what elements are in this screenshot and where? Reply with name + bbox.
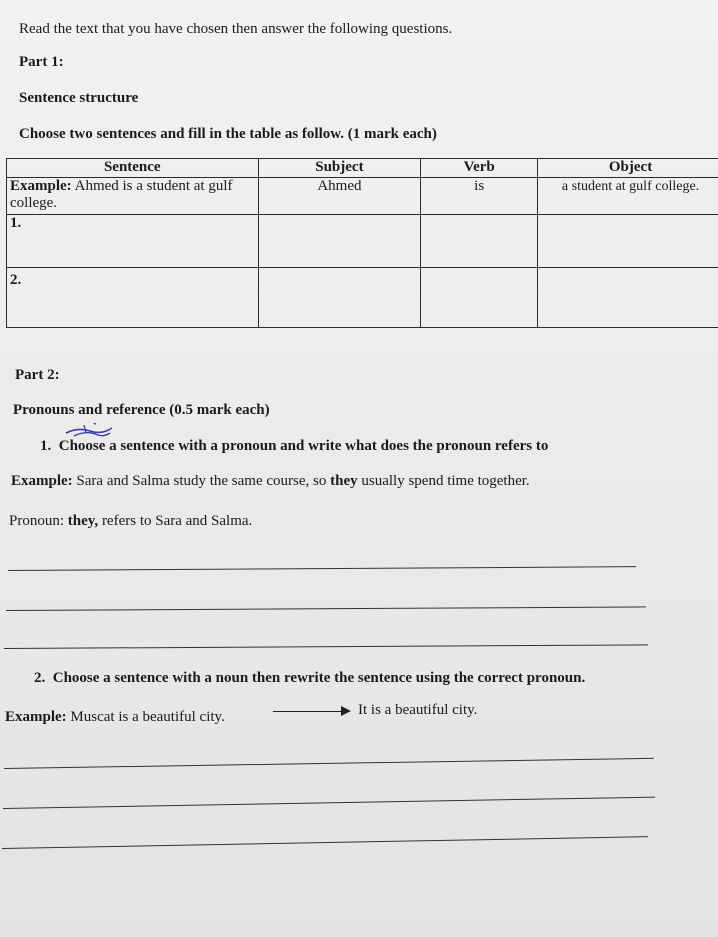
example-sentence: Muscat is a beautiful city. xyxy=(70,709,225,725)
pronoun-refers: refers to Sara and Salma. xyxy=(101,513,253,529)
table-example-row xyxy=(7,178,718,215)
row-2-subject-cell[interactable] xyxy=(258,268,421,328)
question-1-text: Choose a sentence with a pronoun and write what does the pronoun refers to xyxy=(58,438,549,454)
answer-line-q2-1[interactable] xyxy=(4,758,654,769)
row-number: 1. xyxy=(10,215,22,231)
pronoun-reference-example xyxy=(9,513,252,530)
sentence-structure-table xyxy=(6,158,718,328)
answer-line-q1-1[interactable] xyxy=(8,566,636,571)
answer-line-q2-2[interactable] xyxy=(3,797,655,809)
row-1-object-cell[interactable] xyxy=(538,215,718,268)
example-sentence: Ahmed is a student at gulf college. xyxy=(10,178,233,211)
pronoun-label: Pronoun: xyxy=(9,513,65,529)
question-1 xyxy=(40,438,548,455)
example-pronoun: they xyxy=(330,473,358,489)
example-text-start: Sara and Salma study the same course, so xyxy=(76,473,327,489)
answer-line-q2-3[interactable] xyxy=(2,836,648,849)
handwritten-scribble-icon xyxy=(64,421,116,439)
example-label: Example: xyxy=(10,178,72,194)
example-object: a student at gulf college. xyxy=(538,178,718,215)
question-1-example xyxy=(11,473,530,490)
pronoun-value: they, xyxy=(67,513,99,529)
example-sentence-cell xyxy=(7,178,259,215)
row-number: 2. xyxy=(10,272,22,288)
arrow-head-icon xyxy=(341,706,351,716)
row-1-sentence-cell[interactable] xyxy=(7,215,259,268)
part2-subtitle: Pronouns and reference (0.5 mark each) xyxy=(13,402,270,418)
example-label: Example: xyxy=(5,709,67,725)
question-2-text: Choose a sentence with a noun then rewrite the sentence using the correct pronoun. xyxy=(52,670,586,686)
row-2-sentence-cell[interactable] xyxy=(7,268,259,328)
answer-line-q1-3[interactable] xyxy=(4,644,648,649)
row-1-subject-cell[interactable] xyxy=(258,215,421,268)
example-label: Example: xyxy=(11,473,73,489)
row-1-verb-cell[interactable] xyxy=(421,215,538,268)
question-2 xyxy=(34,670,585,687)
header-sentence: Sentence xyxy=(7,159,259,178)
header-verb: Verb xyxy=(421,159,538,178)
question-2-example xyxy=(5,709,225,726)
example-text-end: usually spend time together. xyxy=(361,473,530,489)
header-object: Object xyxy=(538,159,718,178)
instructions-intro: Read the text that you have chosen then answer the following questions. xyxy=(19,21,453,37)
table-header-row xyxy=(7,159,718,178)
table-row xyxy=(7,268,718,328)
question-2-number: 2. xyxy=(34,670,46,686)
question-1-number: 1. xyxy=(40,438,52,454)
row-2-verb-cell[interactable] xyxy=(421,268,538,328)
part1-title: Part 1: xyxy=(19,54,64,70)
arrow-right-icon xyxy=(273,711,343,712)
header-subject: Subject xyxy=(258,159,421,178)
row-2-object-cell[interactable] xyxy=(538,268,718,328)
table-row xyxy=(7,215,718,268)
example-verb: is xyxy=(421,178,538,215)
answer-line-q1-2[interactable] xyxy=(6,606,646,611)
example-result: It is a beautiful city. xyxy=(358,702,478,718)
part1-subtitle: Sentence structure xyxy=(19,90,139,106)
part1-instruction: Choose two sentences and fill in the table as follow. (1 mark each) xyxy=(19,126,437,142)
part2-title: Part 2: xyxy=(15,367,60,383)
example-subject: Ahmed xyxy=(258,178,421,215)
